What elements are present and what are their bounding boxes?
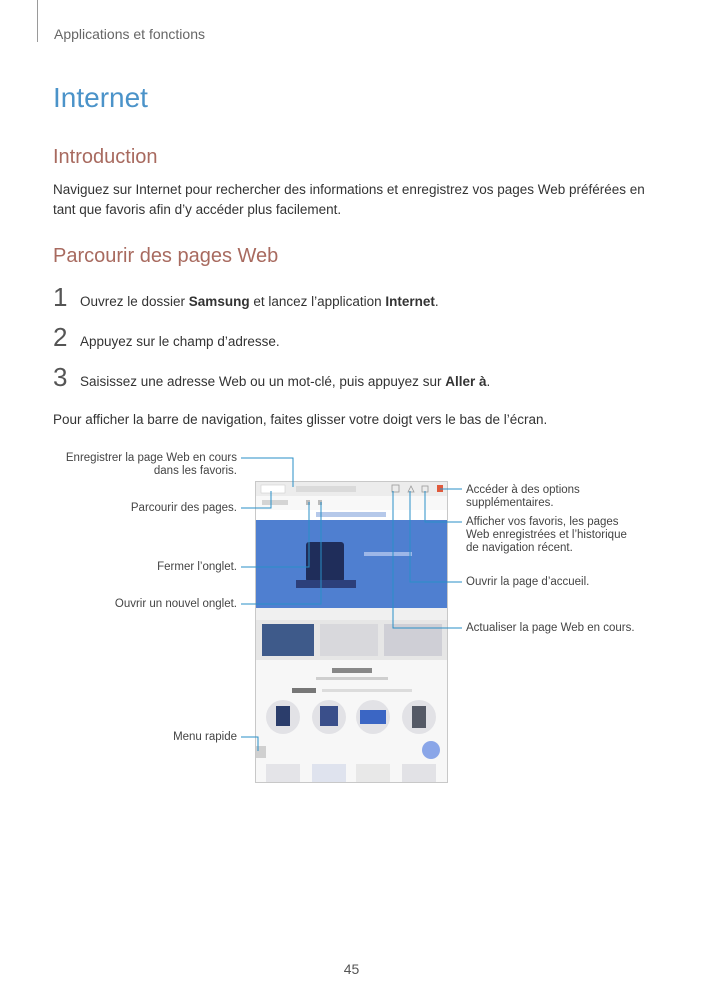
- tablet-screenshot: [255, 481, 448, 783]
- callout-bookmarks: Afficher vos favoris, les pages Web enregistrées et l’historique de navigation récent.: [466, 516, 627, 554]
- callout-close-tab: Fermer l’onglet.: [157, 561, 237, 573]
- section-title-introduction: Introduction: [53, 146, 158, 168]
- step-text: Appuyez sur le champ d’adresse.: [80, 334, 280, 349]
- step-number: 1: [53, 282, 68, 312]
- new-tab-icon: [318, 500, 322, 505]
- more-options-icon: [437, 485, 443, 492]
- callout-browse-pages: Parcourir des pages.: [130, 502, 237, 514]
- browser-illustration: [256, 482, 447, 782]
- quick-menu-icon: [256, 746, 266, 758]
- chapter-title: Internet: [53, 82, 148, 113]
- navigation-note: Pour afficher la barre de navigation, faites glisser votre doigt vers le bas de l’écran.: [53, 412, 548, 427]
- callout-save-bookmark: Enregistrer la page Web en cours dans les favoris.: [65, 452, 237, 477]
- callout-home: Ouvrir la page d’accueil.: [466, 576, 590, 588]
- callout-new-tab: Ouvrir un nouvel onglet.: [114, 598, 237, 610]
- section-title-browse: Parcourir des pages Web: [53, 245, 279, 267]
- callout-quick-menu: Menu rapide: [173, 731, 237, 743]
- callout-refresh: Actualiser la page Web en cours.: [466, 622, 635, 634]
- callout-more-options: Accéder à des options supplémentaires.: [466, 484, 580, 509]
- step-number: 3: [53, 362, 68, 392]
- close-tab-icon: [306, 500, 310, 505]
- step-number: 2: [53, 322, 68, 352]
- side-rule: [37, 0, 38, 42]
- step-text: Saisissez une adresse Web ou un mot-clé, puis appuyez sur Aller à.: [80, 374, 491, 389]
- running-head: Applications et fonctions: [54, 26, 205, 42]
- intro-paragraph: Naviguez sur Internet pour rechercher des informations et enregistrez vos pages Web préférées en tant que favoris afin d’y accéder plus facilement.: [53, 182, 645, 217]
- step-text: Ouvrez le dossier Samsung et lancez l’application Internet.: [80, 294, 439, 309]
- page-number: 45: [343, 961, 360, 977]
